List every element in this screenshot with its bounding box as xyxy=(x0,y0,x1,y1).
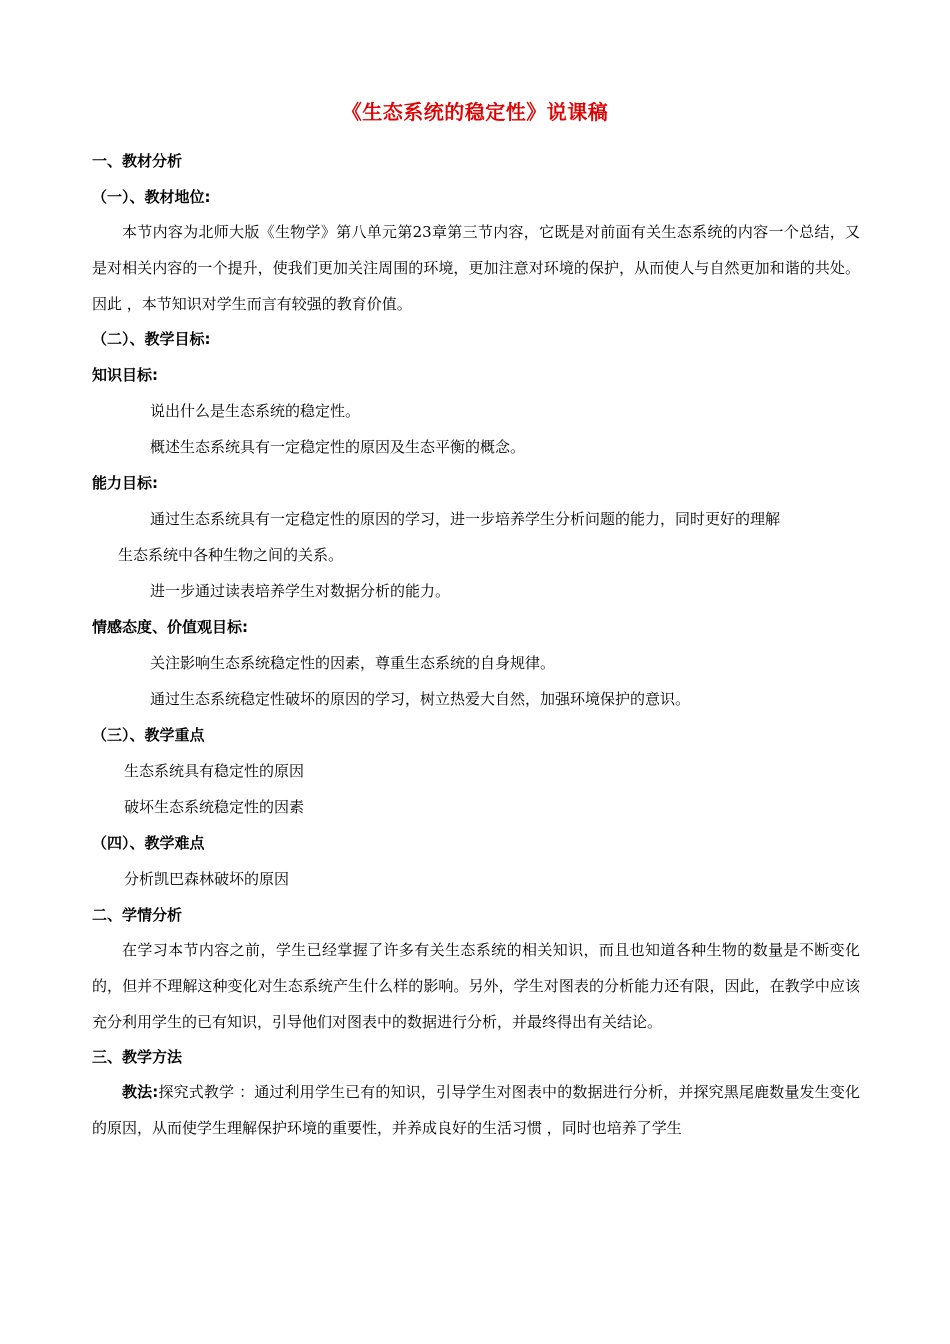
section-heading-textbook-analysis: 一、教材分析 xyxy=(92,152,183,170)
ability-goal-item: 进一步通过读表培养学生对数据分析的能力。 xyxy=(150,582,451,600)
subsection-heading-difficulties: （四）、教学难点 xyxy=(92,834,205,852)
heading-ability-goals: 能力目标: xyxy=(92,474,158,492)
teaching-method-label: 教法: xyxy=(122,1083,159,1101)
section-heading-student-analysis: 二、学情分析 xyxy=(92,906,183,924)
paragraph-teaching-methods xyxy=(92,1074,860,1146)
page-title: 《生态系统的稳定性》说课稿 xyxy=(341,100,609,124)
emotion-goal-item: 通过生态系统稳定性破坏的原因的学习，树立热爱大自然，加强环境保护的意识。 xyxy=(150,690,691,708)
ability-goal-item: 通过生态系统具有一定稳定性的原因的学习，进一步培养学生分析问题的能力，同时更好的理解 xyxy=(150,510,781,528)
heading-emotion-goals: 情感态度、价值观目标: xyxy=(92,618,248,636)
ability-goal-item-continued: 生态系统中各种生物之间的关系。 xyxy=(118,546,344,564)
subsection-heading-key-points: （三）、教学重点 xyxy=(92,726,205,744)
heading-knowledge-goals: 知识目标: xyxy=(92,366,158,384)
teaching-method-text: 探究式教学 ：通过利用学生已有的知识，引导学生对图表中的数据进行分析，并探究黑尾鹿数量发生变化的原因，从而使学生理解保护环境的重要性，并养成良好的生活习惯 ，同时也培养了学生 xyxy=(92,1083,860,1137)
paragraph-student-analysis: 在学习本节内容之前，学生已经掌握了许多有关生态系统的相关知识，而且也知道各种生物的数量是不断变化的，但并不理解这种变化对生态系统产生什么样的影响。另外，学生对图表的分析能力还有限，因此，在教学中应该充分利用学生的已有知识，引导他们对图表中的数据进行分析，并最终得出有关结论。 xyxy=(92,941,860,1031)
section-heading-teaching-methods: 三、教学方法 xyxy=(92,1048,183,1066)
key-point-item: 生态系统具有稳定性的原因 xyxy=(124,762,305,780)
paragraph-textbook-position: 本节内容为北师大版《生物学》第八单元第23章第三节内容，它既是对前面有关生态系统的内容一个总结，又是对相关内容的一个提升，使我们更加关注周围的环境，更加注意对环境的保护，从而使人与自然更加和谐的共处。因此 ，本节知识对学生而言有较强的教育价值。 xyxy=(92,223,860,313)
key-point-item: 破坏生态系统稳定性的因素 xyxy=(124,798,305,816)
knowledge-goal-item: 说出什么是生态系统的稳定性。 xyxy=(150,402,361,420)
knowledge-goal-item: 概述生态系统具有一定稳定性的原因及生态平衡的概念。 xyxy=(150,438,526,456)
subsection-heading-teaching-goals: （二）、教学目标: xyxy=(92,330,211,348)
document-body xyxy=(92,148,860,1146)
emotion-goal-item: 关注影响生态系统稳定性的因素，尊重生态系统的自身规律。 xyxy=(150,654,556,672)
difficulty-item: 分析凯巴森林破坏的原因 xyxy=(124,870,290,888)
subsection-heading-textbook-position: （一）、教材地位: xyxy=(92,188,211,206)
